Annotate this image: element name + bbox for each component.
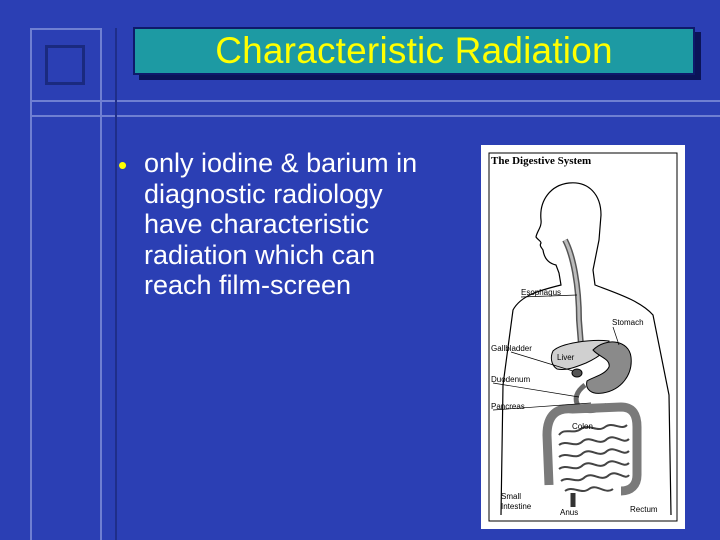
label-liver: Liver <box>557 353 575 362</box>
label-pancreas: Pancreas <box>491 402 525 411</box>
bullet-list <box>118 148 448 301</box>
colon-shape <box>547 407 637 491</box>
label-esophagus: Esophagus <box>521 288 562 297</box>
decor-line-v2 <box>100 28 102 540</box>
title-box <box>133 27 695 75</box>
gallbladder-shape <box>572 369 582 377</box>
decor-line-v1 <box>30 28 32 540</box>
label-colon: Colon <box>572 422 593 431</box>
diagram-title: The Digestive System <box>491 155 592 167</box>
label-gallbladder: Gallbladder <box>491 344 532 353</box>
label-small-intestine-2: Intestine <box>501 502 532 511</box>
label-small-intestine-1: Small <box>501 492 522 501</box>
digestive-system-diagram <box>481 145 685 529</box>
decor-line-h3 <box>30 115 720 117</box>
bullet-item <box>118 148 448 301</box>
small-intestine-shape <box>559 425 629 491</box>
decor-square <box>45 45 85 85</box>
bullet-marker: • <box>118 150 128 180</box>
decor-line-h2 <box>30 100 720 102</box>
bullet-text: only iodine & barium in diagnostic radiology have characteristic radiation which can reach film-screen <box>144 148 418 300</box>
slide-title: Characteristic Radiation <box>215 30 613 71</box>
stomach-shape <box>587 342 632 393</box>
decor-line-v3 <box>115 28 117 540</box>
decor-line-h1 <box>30 28 102 30</box>
label-anus: Anus <box>560 508 579 517</box>
label-stomach: Stomach <box>612 318 644 327</box>
label-duodenum: Duodenum <box>491 375 531 384</box>
label-rectum: Rectum <box>630 505 658 514</box>
